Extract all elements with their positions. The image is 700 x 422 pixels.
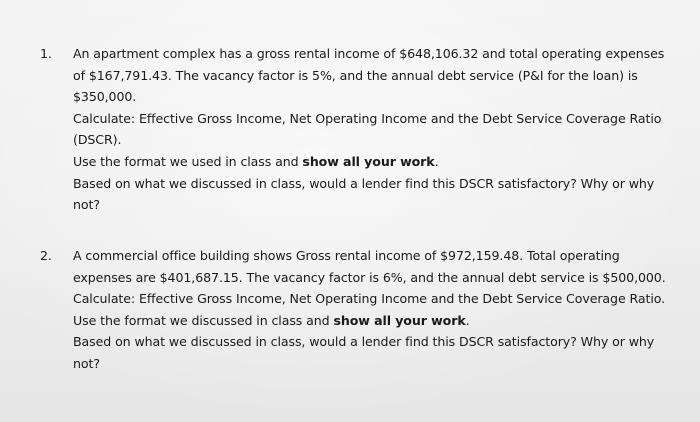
calculate-instruction-line: Calculate: Effective Gross Income, Net Operating Income and the Debt Service Coverage Ratio. [73,291,666,307]
question-text-line: of $167,791.43. The vacancy factor is 5%, and the annual debt service (P&I for the loan) is [73,67,638,83]
discussion-question-line: not? [73,355,100,371]
question-number: 1. [40,46,52,61]
show-work-emphasis: show all your work [333,312,466,328]
discussion-question-line: not? [73,197,100,213]
format-instruction-end: . [434,153,439,169]
question-body [73,245,690,375]
show-work-emphasis: show all your work [302,153,435,169]
discussion-question-line: Based on what we discussed in class, would a lender find this DSCR satisfactory? Why or why [73,175,655,191]
question-number: 2. [40,248,52,263]
format-instruction-text: Use the format we used in class and [73,153,303,169]
question-text-line: $350,000. [73,89,137,105]
format-instruction [73,310,690,332]
question-text-line: An apartment complex has a gross rental income of $648,106.32 and total operating expenses [73,46,665,61]
question-text-line: expenses are $401,687.15. The vacancy factor is 6%, and the annual debt service is $500,000. [73,269,666,285]
question-body [73,43,690,216]
format-instruction-text: Use the format we discussed in class and [73,312,334,328]
question-2 [40,245,690,375]
calculate-instruction-line: (DSCR). [73,132,122,148]
discussion-question-line: Based on what we discussed in class, would a lender find this DSCR satisfactory? Why or why [73,334,655,350]
question-1 [40,43,690,216]
calculate-instruction-line: Calculate: Effective Gross Income, Net Operating Income and the Debt Service Coverage Ratio [73,110,662,126]
format-instruction [73,151,690,173]
format-instruction-end: . [465,312,470,328]
question-text-line: A commercial office building shows Gross rental income of $972,159.48. Total operating [73,248,620,263]
